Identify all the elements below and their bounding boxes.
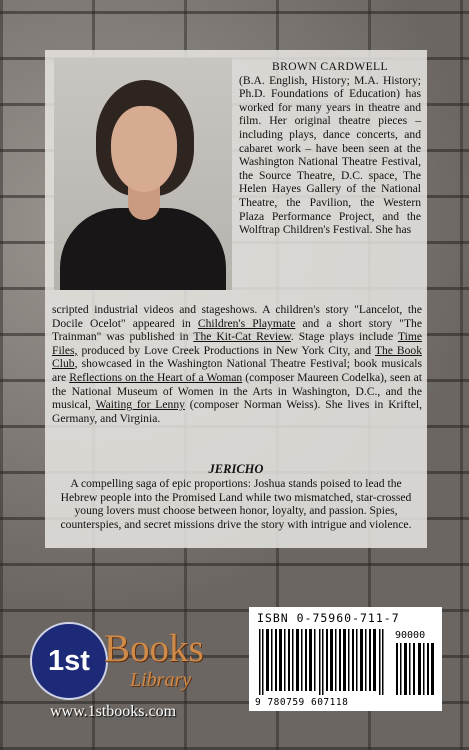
price-barcode — [395, 643, 435, 695]
bio-title-children-playmate: Children's Playmate — [197, 316, 296, 330]
book-blurb: A compelling saga of epic proportions: Joshua stands poised to lead the Hebrew people into the Promised Land while two mismatched, star-crossed young lovers must choose between honor, loyalty, and passion. Spies, counterspies, and secret missions drive the story with intrigue and violence. — [60, 477, 412, 531]
publisher-url: www.1stbooks.com — [50, 703, 177, 720]
publisher-logo-circle — [30, 622, 108, 700]
barcode-number: 9 780759 607118 — [255, 697, 349, 708]
bio-text: produced by Love Creek Productions in New York City, and — [77, 343, 375, 357]
author-bio-top — [239, 60, 421, 237]
bio-text: , showcased in the Washington National Theatre Festival; book musicals are — [52, 357, 422, 384]
isbn-text: ISBN 0-75960-711-7 — [257, 611, 400, 625]
bio-title-waiting-for-lenny: Waiting for Lenny — [95, 398, 185, 412]
author-bio-text: (B.A. English, History; M.A. History; Ph.D. Foundations of Education) has worked for many years in theatre and film. Her original theatre pieces – including plays, dance concerts, and cabaret work – have been seen at the Washington National Theatre Festival, the Source Theatre, D.C. space, The Helen Hayes Gallery of the National Theatre, the Pavilion, the Western Plaza Performance Project, and the Wolftrap Children's Festival. She has — [239, 73, 421, 237]
price-code: 90000 — [395, 630, 426, 641]
bio-text: scripted industrial videos and stageshows. A children's story "Lancelot, the Docile Ocelot" appeared in — [52, 303, 422, 330]
bio-text: and a short story "The Trainman" was published in — [52, 316, 423, 344]
ean-barcode — [257, 629, 389, 695]
bio-title-reflections: Reflections on the Heart of a Woman — [69, 370, 243, 384]
bio-text: . Stage plays include — [290, 330, 398, 344]
bio-text: (composer Maureen Codelka), seen at the National Museum of Women in the Arts in Washington, D.C., and the musical, — [52, 370, 422, 412]
author-bio-continued — [52, 303, 422, 425]
bio-title-kit-cat-review: The Kit-Cat Review — [193, 330, 291, 344]
publisher-logo-library: Library — [130, 669, 192, 691]
publisher-logo-books: Books — [104, 627, 204, 670]
bio-title-time-files: Time Files, — [52, 330, 422, 357]
author-name: BROWN CARDWELL — [271, 60, 389, 73]
logo-number: 1st — [48, 644, 90, 677]
bio-text: (composer Norman Weiss). She lives in Kriftel, Germany, and Virginia. — [52, 398, 422, 425]
author-photo — [54, 58, 232, 290]
book-title: JERICHO — [208, 462, 264, 476]
bio-title-book-club: The Book Club — [52, 343, 423, 371]
barcode-label — [249, 607, 442, 711]
